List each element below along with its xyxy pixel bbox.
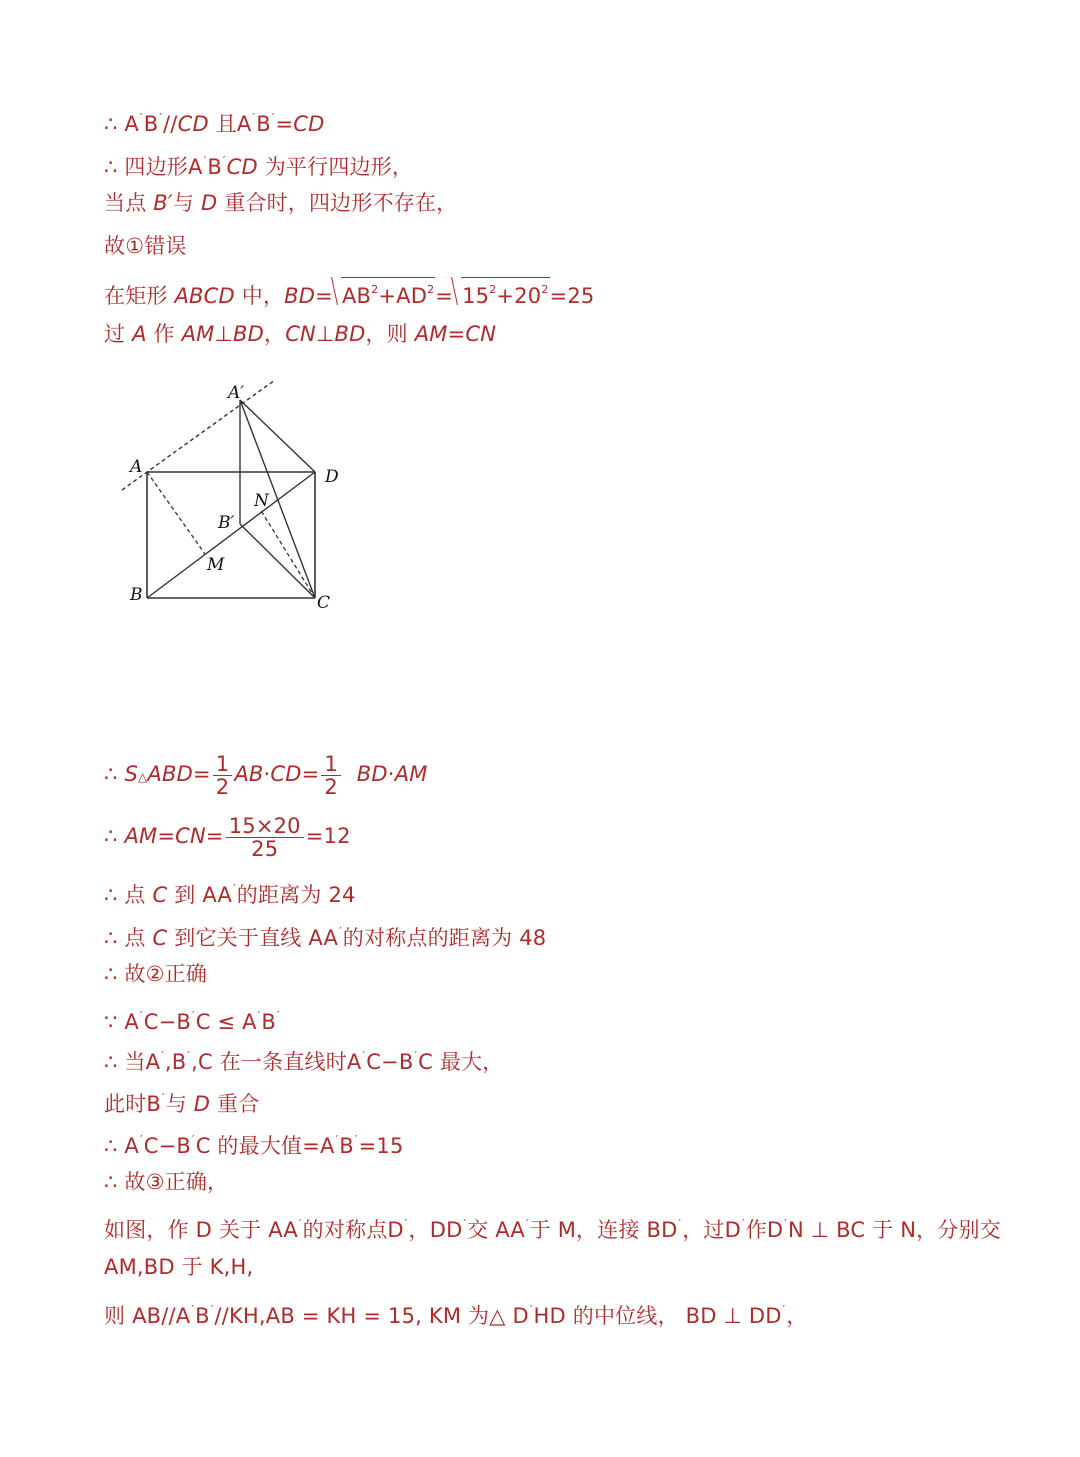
label-B-prime: B′ — [218, 513, 235, 533]
line-8: ∴ AM=CN= $\frac{15\times 20}{25}$ =12 — [104, 813, 351, 861]
segment-BD — [147, 472, 315, 598]
line-10: ∴ 点 C 到它关于直线 AA′的对称点的距离为 48 — [104, 925, 547, 950]
fraction-half-1: $\frac{1}{2}$ — [213, 753, 233, 798]
fraction-am: $\frac{15\times 20}{25}$ — [226, 815, 304, 860]
label-N: N — [254, 491, 269, 511]
line-12: ∵ A′C−B′C ≤ A′B′ — [104, 1009, 280, 1034]
label-A-prime: A′ — [228, 383, 245, 403]
line-18: AM,BD 于 K,H, — [104, 1255, 254, 1279]
line-14: 此时B′与 D 重合 — [104, 1091, 260, 1116]
line-16: ∴ 故③正确， — [104, 1170, 229, 1194]
line-19: 则 AB//A′B′//KH,AB = KH = 15, KM 为△ D′HD 的中位线， BD ⊥ DD′， — [104, 1303, 808, 1328]
label-A: A — [130, 457, 143, 477]
line-5: 在矩形 ABCD 中，$BD= AB^2+AD^2= 15^2+20^2=25$ — [104, 277, 594, 310]
geometry-figure — [110, 372, 370, 612]
line-17: 如图，作 D 关于 AA′的对称点D′，DD′交 AA′于 M，连接 BD′，过D′作D′N ⊥ BC 于 N，分别交 — [104, 1217, 1001, 1242]
line-7: ∴ S△ABD= $\frac{1}{2}$ AB·CD= $\frac{1}{2}$ BD·AM — [104, 751, 428, 799]
segment-AM — [147, 472, 205, 554]
line-13: ∴ 当A′,B′,C 在一条直线时A′C−B′C 最大， — [104, 1049, 504, 1074]
segment-A-prime-C — [240, 400, 315, 598]
line-15: ∴ A′C−B′C 的最大值=A′B′=15 — [104, 1133, 404, 1158]
label-M: M — [207, 555, 225, 575]
line-1: ∴ A′B′//CD 且A′B′=CD — [104, 111, 325, 136]
segment-A-prime-D — [240, 400, 315, 472]
sqrt-1: $AB^2+AD^2$ — [341, 277, 435, 308]
line-2: ∴ 四边形A′B′CD 为平行四边形， — [104, 154, 414, 179]
fraction-half-2: $\frac{1}{2}$ — [321, 753, 341, 798]
label-D: D — [325, 467, 339, 487]
segment-B-prime-C — [240, 524, 315, 598]
line-6: 过 A 作 AM⊥BD，CN⊥BD，则 AM=CN — [104, 322, 497, 346]
sqrt-2: $15^2+20^2$ — [461, 277, 549, 308]
label-C: C — [317, 593, 331, 612]
line-11: ∴ 故②正确 — [104, 962, 208, 986]
label-B: B — [130, 585, 143, 605]
segment-CN — [260, 509, 315, 598]
line-3: 当点 B′与 D 重合时，四边形不存在， — [104, 191, 458, 215]
line-9: ∴ 点 C 到 AA′的距离为 24 — [104, 882, 356, 907]
line-4: 故①错误 — [104, 234, 187, 258]
line-AA-prime — [122, 380, 275, 490]
